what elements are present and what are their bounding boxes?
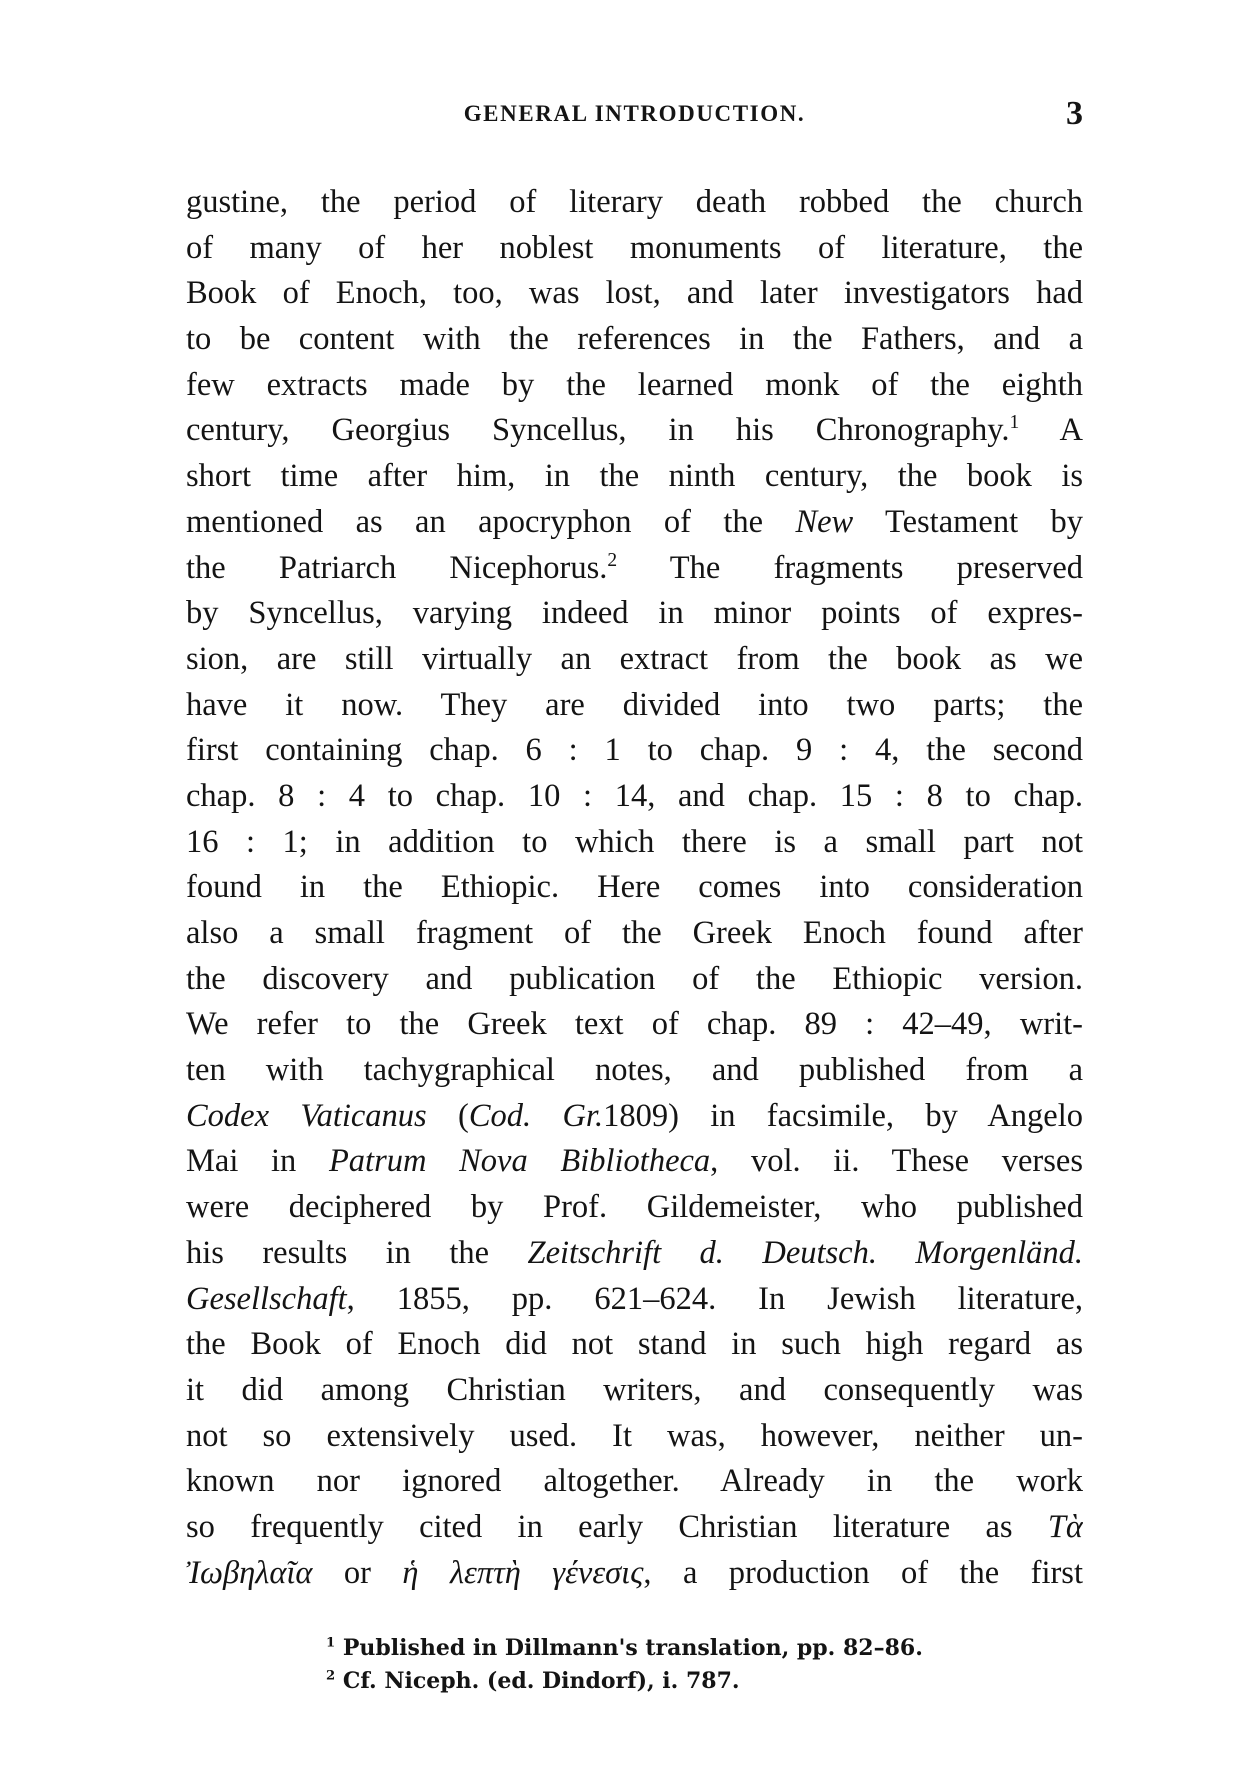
footnote-reference: 2	[607, 549, 618, 571]
text-line	[186, 408, 1083, 454]
text-line	[186, 774, 1083, 820]
italic-text: New	[795, 503, 854, 540]
running-title: GENERAL INTRODUCTION.	[463, 101, 806, 126]
text-line	[186, 1048, 1083, 1094]
text-line	[186, 728, 1083, 774]
text-line	[186, 865, 1083, 911]
text-line	[186, 1322, 1083, 1368]
text-segment: A	[1019, 412, 1083, 449]
italic-text: Codex Vaticanus	[186, 1097, 427, 1134]
text-line	[186, 1414, 1083, 1460]
text-segment: gustine, the period of literary death robbed the church	[186, 184, 1083, 220]
italic-text: Τὰ	[1047, 1508, 1083, 1545]
text-segment: or	[312, 1554, 403, 1591]
text-line	[186, 591, 1083, 637]
text-line	[186, 1139, 1083, 1185]
text-line	[186, 226, 1083, 272]
text-line	[186, 1185, 1083, 1231]
text-segment: his results in the	[186, 1234, 528, 1271]
italic-text: Patrum Nova Bibliotheca	[328, 1143, 711, 1180]
text-segment: the discovery and publication of the Ethiopic version.	[186, 960, 1083, 997]
footnotes	[326, 1632, 1086, 1698]
text-segment: 16 : 1; in addition to which there is a small part not	[186, 823, 1083, 860]
body-text	[186, 180, 1083, 1596]
text-segment: (	[426, 1097, 469, 1134]
text-segment: so frequently cited in early Christian literature as	[186, 1508, 1048, 1545]
text-line	[186, 1231, 1083, 1277]
footnote	[326, 1665, 1086, 1698]
text-segment: known nor ignored altogether. Already in the work	[186, 1463, 1083, 1500]
text-segment: first containing chap. 6 : 1 to chap. 9 : 4, the second	[186, 732, 1083, 769]
text-line	[186, 1459, 1083, 1505]
text-segment: were deciphered by Prof. Gildemeister, who published	[186, 1189, 1083, 1226]
text-segment: of many of her noblest monuments of literature, the	[186, 229, 1083, 266]
text-segment: to be content with the references in the Fathers, and a	[186, 321, 1083, 358]
text-segment: Mai in	[186, 1143, 329, 1180]
text-segment: the Patriarch Nicephorus.	[186, 549, 608, 586]
text-segment: short time after him, in the ninth century, the book is	[186, 458, 1083, 495]
footnote-marker: 2	[326, 1668, 336, 1684]
text-line	[186, 363, 1083, 409]
text-segment: century, Georgius Syncellus, in his Chronography.	[186, 412, 1010, 449]
text-segment: the Book of Enoch did not stand in such high regard as	[186, 1326, 1083, 1363]
text-segment: have it now. They are divided into two parts; the	[186, 686, 1083, 723]
text-line	[186, 957, 1083, 1003]
text-segment: by Syncellus, varying indeed in minor points of expres-	[186, 595, 1083, 632]
text-segment: also a small fragment of the Greek Enoch found after	[186, 915, 1083, 951]
text-segment: chap. 8 : 4 to chap. 10 : 14, and chap. 15 : 8 to chap.	[186, 777, 1083, 814]
text-segment: Testament by	[853, 503, 1083, 540]
text-line	[186, 1368, 1083, 1414]
text-segment: , a production of the first	[643, 1554, 1083, 1591]
text-line	[186, 271, 1083, 317]
text-line	[186, 454, 1083, 500]
italic-text: Gesellschaft	[186, 1280, 347, 1317]
italic-text: Ἰωβηλαῖα	[186, 1554, 313, 1591]
text-segment: , 1855, pp. 621–624. In Jewish literature,	[346, 1280, 1083, 1317]
text-line	[186, 1505, 1083, 1551]
text-segment: few extracts made by the learned monk of the eighth	[186, 366, 1083, 403]
text-segment: mentioned as an apocryphon of the	[186, 503, 796, 540]
text-line	[186, 1002, 1083, 1048]
text-line	[186, 911, 1083, 957]
footnote-reference: 1	[1009, 412, 1020, 434]
footnote-marker: 1	[326, 1635, 336, 1651]
text-line	[186, 1094, 1083, 1140]
text-segment: The fragments preserved	[617, 549, 1083, 586]
text-segment: not so extensively used. It was, however, neither un-	[186, 1417, 1083, 1454]
text-line	[186, 637, 1083, 683]
page-number: 3	[1066, 95, 1083, 132]
text-segment: sion, are still virtually an extract from the book as we	[186, 640, 1083, 677]
text-segment: We refer to the Greek text of chap. 89 : 42–49, writ-	[186, 1006, 1083, 1043]
text-segment: , vol. ii. These verses	[710, 1143, 1083, 1180]
text-segment: 1809) in facsimile, by Angelo	[603, 1097, 1083, 1134]
footnote-text: Published in Dillmann's translation, pp. 82–86.	[342, 1635, 923, 1661]
footnote	[326, 1632, 1086, 1665]
text-segment: it did among Christian writers, and consequently was	[186, 1371, 1083, 1408]
text-line	[186, 317, 1083, 363]
text-line	[186, 1277, 1083, 1323]
text-segment: found in the Ethiopic. Here comes into consideration	[186, 869, 1083, 906]
italic-text: ἡ λεπτὴ γένεσις	[402, 1554, 644, 1591]
text-line	[186, 820, 1083, 866]
italic-text: Cod. Gr.	[468, 1097, 604, 1134]
footnote-text: Cf. Niceph. (ed. Dindorf), i. 787.	[342, 1668, 740, 1694]
text-segment: ten with tachygraphical notes, and published from a	[186, 1052, 1083, 1089]
text-segment: Book of Enoch, too, was lost, and later investigators had	[186, 275, 1083, 312]
text-line	[186, 546, 1083, 592]
text-line	[186, 683, 1083, 729]
italic-text: Zeitschrift d. Deutsch. Morgenländ.	[527, 1234, 1083, 1271]
text-line	[186, 500, 1083, 546]
text-line	[186, 1551, 1083, 1597]
text-line	[186, 180, 1083, 226]
page-header	[186, 95, 1083, 135]
